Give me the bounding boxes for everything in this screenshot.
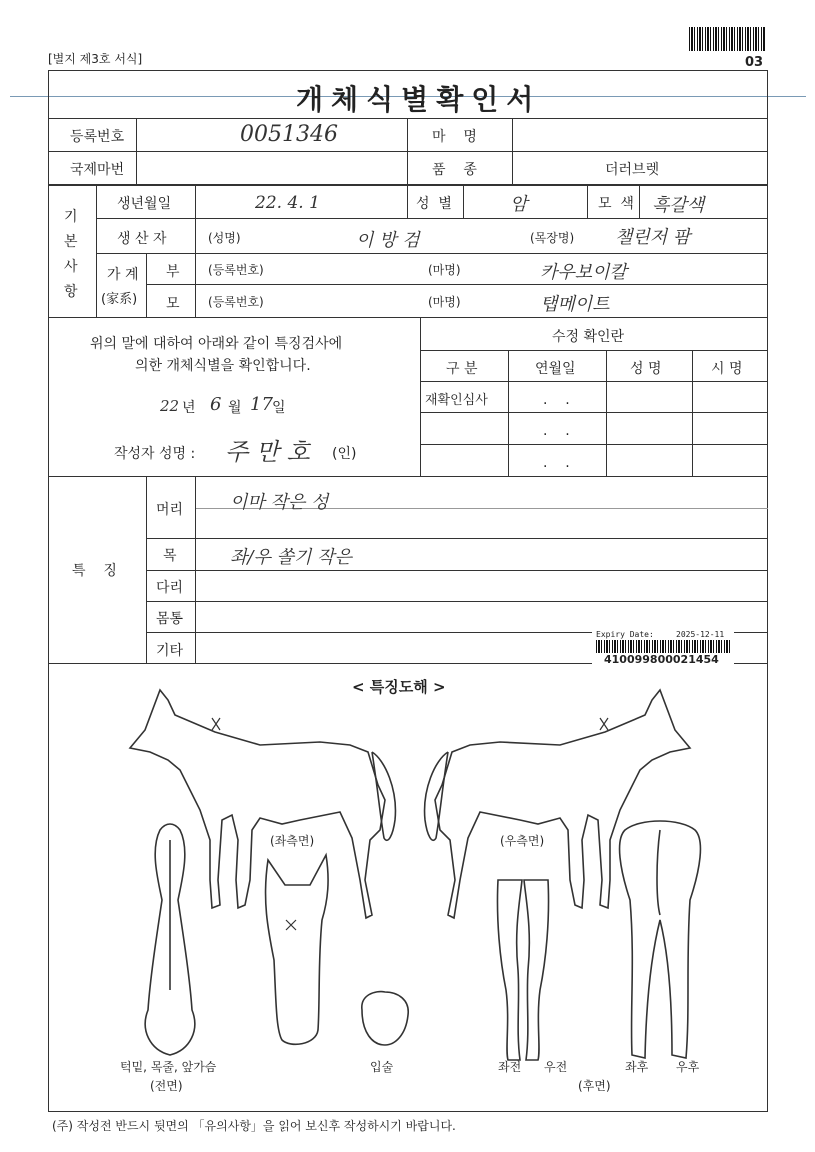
date-day-unit: 일 — [272, 400, 286, 416]
birth-value: 22. 4. 1 — [255, 193, 320, 213]
intl-name-label: 국제마번 — [70, 162, 125, 178]
page-code: 03 — [745, 55, 764, 70]
lineage-hanja: (家系) — [101, 292, 138, 307]
breeder-value: 이 방 검 — [356, 230, 420, 251]
sex-label: 성 별 — [416, 196, 452, 212]
writer-value: 주 만 호 — [225, 438, 310, 466]
basic-section-label: 기본사항 — [64, 209, 78, 300]
rear-label: (후면) — [578, 1079, 611, 1093]
breeder-label: 생 산 자 — [117, 231, 167, 247]
row1-type: 재확인심사 — [425, 393, 488, 408]
col-date: 연월일 — [535, 361, 576, 377]
row1-date: . . — [543, 392, 570, 408]
reg-no-value: 0051346 — [240, 122, 338, 147]
head-front-view — [266, 855, 329, 1044]
hl-label: 좌후 — [625, 1060, 649, 1074]
seal: (인) — [332, 446, 357, 462]
name-hint: (성명) — [208, 231, 241, 245]
expiry-label: Expiry Date: — [596, 630, 654, 639]
date-month-unit: 월 — [228, 400, 242, 416]
dam-value: 탭메이트 — [540, 294, 610, 315]
dam-name-hint: (마명) — [428, 295, 461, 309]
head-value: 이마 작은 성 — [230, 492, 329, 513]
form-number: [별지 제3호 서식] — [48, 52, 143, 66]
page-title: 개체식별확인서 — [296, 83, 542, 116]
farm-value: 챌린저 팜 — [615, 227, 691, 248]
front-label: (전면) — [150, 1079, 183, 1093]
dam-label: 모 — [166, 296, 180, 312]
neck-label: 목 — [163, 548, 177, 564]
rear-view-horse — [620, 821, 701, 1058]
date-year-unit: 년 — [182, 400, 196, 416]
expiry-value: 2025-12-11 — [676, 630, 725, 639]
color-label: 모 색 — [598, 196, 634, 212]
left-side-label: (좌측면) — [270, 834, 315, 848]
date-month: 6 — [210, 394, 222, 415]
sire-reg-hint: (등록번호) — [208, 263, 264, 277]
other-label: 기타 — [156, 643, 184, 659]
front-caption: 턱밑, 목줄, 앞가슴 — [120, 1060, 217, 1074]
horse-name-label: 마 명 — [432, 129, 477, 145]
body-label: 몸통 — [156, 611, 184, 627]
row2-date: . . — [543, 423, 570, 439]
sire-value: 카우보이칼 — [540, 262, 627, 283]
front-view-horse — [145, 824, 195, 1055]
statement-line2: 의한 개체식별을 확인합니다. — [135, 358, 311, 374]
dam-reg-hint: (등록번호) — [208, 295, 264, 309]
front-legs-view — [497, 880, 548, 1060]
fr-label: 우전 — [544, 1060, 568, 1074]
lip-label: 입술 — [370, 1060, 394, 1074]
diagram-title: < 특징도해 > — [352, 678, 446, 696]
color-value: 흑갈색 — [652, 195, 705, 216]
hr-label: 우후 — [676, 1060, 700, 1074]
col-sign: 시 명 — [711, 361, 743, 377]
sex-value: 암 — [510, 194, 528, 215]
neck-value: 좌/우 쏠기 작은 — [230, 547, 352, 568]
sticker-code: 410099800021454 — [604, 653, 719, 666]
writer-label: 작성자 성명 : — [114, 446, 196, 462]
lip-view — [362, 992, 408, 1045]
row3-date: . . — [543, 455, 570, 471]
sire-label: 부 — [166, 264, 180, 280]
right-side-horse — [425, 690, 690, 918]
footer-note: (주) 작성전 반드시 뒷면의 「유의사항」을 읽어 보신후 작성하시기 바랍니다. — [52, 1119, 456, 1133]
lineage-label: 가 계 — [107, 267, 139, 283]
sire-name-hint: (마명) — [428, 263, 461, 277]
features-label: 특 징 — [72, 563, 117, 579]
right-side-label: (우측면) — [500, 834, 545, 848]
farm-hint: (목장명) — [530, 231, 575, 245]
head-label: 머리 — [156, 502, 184, 518]
date-day: 17 — [250, 394, 273, 415]
legs-label: 다리 — [156, 580, 184, 596]
col-type: 구 분 — [446, 361, 478, 377]
birth-label: 생년월일 — [117, 196, 172, 212]
breed-label: 품 종 — [432, 162, 477, 178]
statement-line1: 위의 말에 대하여 아래와 같이 특징검사에 — [90, 336, 343, 352]
reg-no-label: 등록번호 — [70, 129, 125, 145]
date-year: 22 — [160, 397, 180, 415]
breed-value: 더러브렛 — [605, 162, 660, 178]
amend-title: 수정 확인란 — [552, 329, 625, 345]
col-name: 성 명 — [630, 361, 662, 377]
fl-label: 좌전 — [498, 1060, 522, 1074]
